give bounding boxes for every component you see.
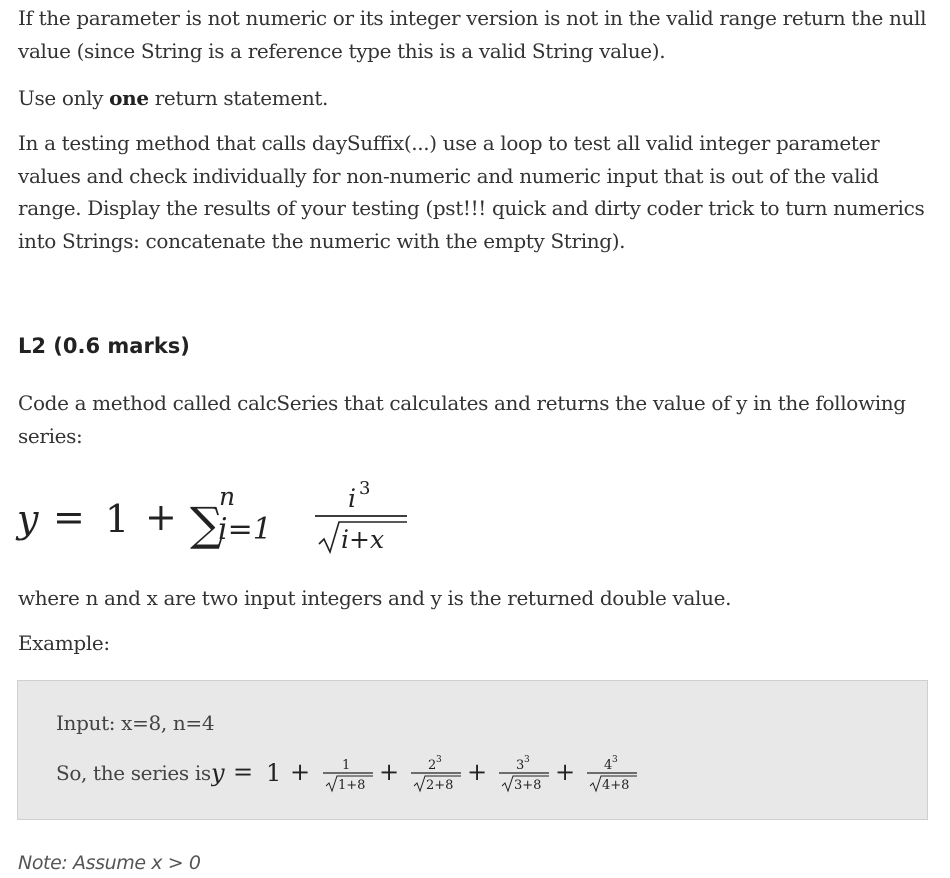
example-plus-3: +	[555, 758, 576, 786]
series-formula	[17, 470, 417, 565]
term-3-num: 3	[516, 758, 525, 773]
paragraph-calcseries: Code a method called calcSeries that calculates and returns the value of y in the following series:	[18, 391, 906, 448]
example-plus-2: +	[467, 758, 488, 786]
example-series-label: So, the series is	[56, 761, 211, 785]
formula-numerator: i	[348, 484, 356, 513]
term-2-den: 2+8	[426, 778, 454, 793]
formula-equals: =	[53, 495, 85, 539]
formula-one: 1	[105, 497, 130, 541]
p2-bold-one: one	[109, 86, 149, 110]
term-4-den: 4+8	[602, 778, 630, 793]
example-equals: =	[233, 758, 254, 786]
example-plus-0: +	[290, 758, 311, 786]
formula-y: y	[17, 497, 39, 541]
paragraph-testing-method: In a testing method that calls daySuffix(...) use a loop to test all valid integer parameter values and check individually for non-numeric and numeric input that is out of the valid range. Display the results of your testing (pst!!! quick and dirty coder trick to turn numerics into Strings: concatenate the numeric with the empty String).	[18, 131, 925, 253]
formula-sum-lower: i=1	[218, 512, 272, 547]
formula-plus: +	[145, 495, 177, 539]
term-4-num-exp: 3	[612, 755, 618, 765]
series-formula-svg	[17, 470, 417, 565]
formula-denominator: i+x	[341, 525, 385, 554]
formula-sum-upper: n	[219, 482, 236, 511]
term-1-num: 1	[342, 758, 351, 773]
term-3-den: 3+8	[514, 778, 542, 793]
paragraph-null-return: If the parameter is not numeric or its integer version is not in the valid range return the null value (since String is a reference type this is a valid String value).	[18, 6, 927, 63]
p2-text-before: Use only	[18, 86, 110, 110]
paragraph-one-return	[18, 82, 328, 115]
section-heading-l2: L2 (0.6 marks)	[18, 334, 190, 358]
term-2-num-exp: 3	[436, 755, 442, 765]
term-3-num-exp: 3	[524, 755, 530, 765]
formula-sigma: ∑	[190, 497, 223, 551]
example-series-math	[211, 741, 651, 805]
paragraph-example-label: Example:	[18, 631, 110, 655]
note-assume-x: Note: Assume x > 0	[18, 852, 201, 874]
paragraph-where-n-x: where n and x are two input integers and y is the returned double value.	[18, 586, 732, 610]
term-1-den: 1+8	[338, 778, 366, 793]
example-input-line: Input: x=8, n=4	[56, 711, 215, 735]
example-box	[17, 680, 928, 820]
term-4-num: 4	[604, 758, 613, 773]
term-2-num: 2	[428, 758, 437, 773]
example-series-svg	[211, 741, 651, 801]
example-plus-1: +	[379, 758, 400, 786]
example-y: y	[211, 759, 225, 787]
formula-numerator-exp: 3	[359, 478, 371, 499]
p2-text-after: return statement.	[148, 86, 329, 110]
example-one: 1	[266, 759, 282, 787]
